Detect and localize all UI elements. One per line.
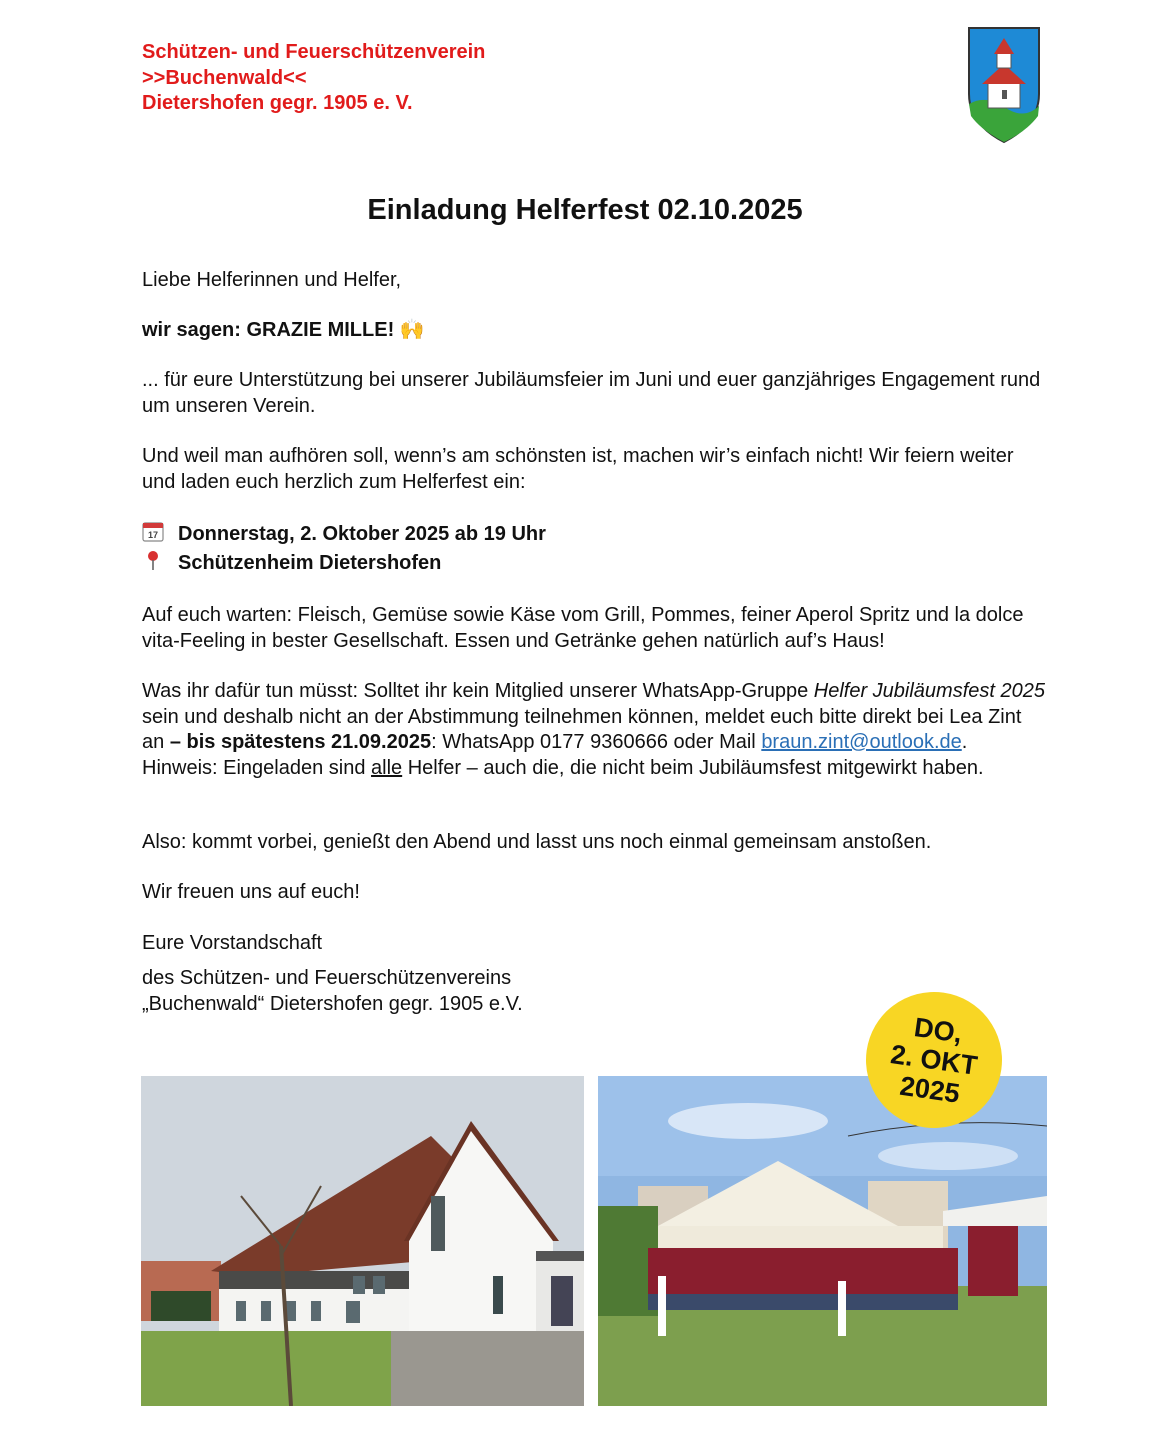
invitation-paragraph: Und weil man aufhören soll, wenn’s am schönsten ist, machen wir’s einfach nicht! Wir feiern weiter und laden euch herzlich zum Helferfest ein: <box>142 445 1014 493</box>
event-date-line <box>142 520 546 549</box>
registration-text-5: Helfer – auch die, die nicht beim Jubiläumsfest mitgewirkt haben. <box>402 756 984 779</box>
registration-paragraph <box>142 679 1047 781</box>
signature-line1: Eure Vorstandschaft <box>142 932 323 954</box>
event-location-line <box>142 549 441 578</box>
event-location-text: Schützenheim Dietershofen <box>178 551 442 574</box>
signature-line3: „Buchenwald“ Dietershofen gegr. 1905 e.V. <box>142 992 523 1015</box>
email-link[interactable]: braun.zint@outlook.de <box>761 731 962 753</box>
intro-paragraph: ... für eure Unterstützung bei unserer Jubiläumsfeier im Juni und euer ganzjähriges Engagement rund um unseren Verein. <box>142 369 1041 417</box>
clubhouse-photo <box>141 1076 584 1406</box>
registration-text-4: . Hinweis: Eingeladen sind <box>142 731 968 779</box>
all-helpers-emphasis: alle <box>371 756 403 779</box>
club-crest-logo <box>966 24 1042 146</box>
club-name-line1: Schützen- und Feuerschützenverein <box>142 41 486 63</box>
thanks-line <box>142 318 1047 344</box>
helper-group-photo <box>598 1076 1047 1406</box>
looking-forward: Wir freuen uns auf euch! <box>142 881 360 903</box>
registration-text-3: : WhatsApp 0177 9360666 oder Mail <box>431 731 762 753</box>
club-name-line3: Dietershofen gegr. 1905 e. V. <box>142 92 413 114</box>
closing-paragraph: Also: kommt vorbei, genießt den Abend und lasst uns noch einmal gemeinsam anstoßen. <box>142 831 932 853</box>
badge-line3: 2025 <box>897 1070 962 1109</box>
event-date-text: Donnerstag, 2. Oktober 2025 ab 19 Uhr <box>178 522 546 545</box>
registration-text-2: sein und deshalb nicht an der Abstimmung teilnehmen können, meldet euch bitte direkt bei Lea Zint an <box>142 705 1022 753</box>
signature-line2: des Schützen- und Feuerschützenvereins <box>142 967 512 989</box>
offer-paragraph: Auf euch warten: Fleisch, Gemüse sowie Käse vom Grill, Pommes, feiner Aperol Spritz und la dolce vita-Feeling in bester Gesellschaft. Essen und Getränke gehen natürlich auf’s Haus! <box>142 604 1024 652</box>
club-name <box>142 40 485 117</box>
badge-line2: 2. OKT <box>888 1039 980 1081</box>
calendar-day-number: 17 <box>147 530 159 540</box>
registration-deadline: – bis spätestens 21.09.2025 <box>169 731 432 753</box>
page-title: Einladung Helferfest 02.10.2025 <box>367 194 803 226</box>
badge-line1: DO, <box>912 1012 965 1049</box>
greeting: Liebe Helferinnen und Helfer, <box>142 269 402 291</box>
thanks-text: wir sagen: GRAZIE MILLE! <box>142 319 395 341</box>
registration-text-1: Was ihr dafür tun müsst: Solltet ihr kein Mitglied unserer WhatsApp-Gruppe <box>142 680 814 702</box>
whatsapp-group-name: Helfer Jubiläumsfest 2025 <box>813 680 1045 702</box>
raising-hands-icon: 🙌 <box>399 319 425 341</box>
calendar-icon <box>142 520 164 549</box>
location-pin-icon <box>142 549 164 578</box>
club-name-line2: >>Buchenwald<< <box>142 66 307 89</box>
